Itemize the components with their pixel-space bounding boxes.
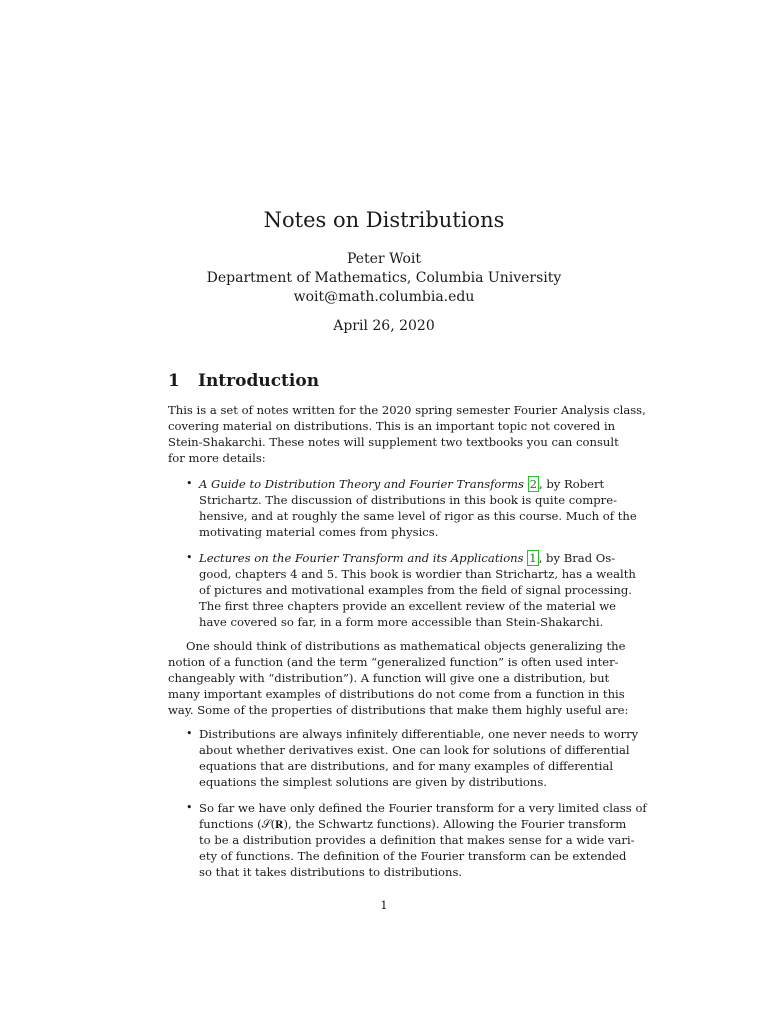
section-heading: [168, 369, 319, 393]
distributions-paragraph: [168, 638, 629, 718]
text-line: of pictures and motivational examples from the field of signal processing.: [199, 583, 632, 597]
text-line: to be a distribution provides a definition that makes sense for a wide vari-: [199, 833, 635, 847]
bullet-icon: •: [186, 727, 193, 740]
text-line: motivating material comes from physics.: [199, 525, 439, 539]
intro-paragraph: [168, 402, 646, 466]
section-number: 1: [168, 371, 180, 391]
section-body: [168, 402, 647, 880]
list-item: [168, 800, 647, 880]
author-affiliation: Department of Mathematics, Columbia University: [206, 270, 562, 286]
text-line: functions (𝒮(𝐑), the Schwartz functions). Allowing the Fourier transform: [199, 817, 627, 831]
paper-date: April 26, 2020: [333, 318, 435, 334]
text-line: Stein-Shakarchi. These notes will supplement two textbooks you can consult: [168, 435, 619, 449]
text-line: The first three chapters provide an excellent review of the material we: [199, 599, 616, 613]
text-line: Distributions are always infinitely differentiable, one never needs to worry: [199, 727, 639, 741]
text-line: changeably with “distribution”). A function will give one a distribution, but: [168, 671, 610, 685]
book-author-text: , by Robert: [538, 477, 605, 491]
text-line: ety of functions. The definition of the Fourier transform can be extended: [199, 849, 627, 863]
book-author-text: , by Brad Os-: [538, 551, 616, 565]
bullet-icon: •: [186, 551, 193, 564]
citation-link[interactable]: 2: [529, 477, 537, 491]
text-line: so that it takes distributions to distributions.: [199, 865, 463, 879]
bullet-icon: •: [186, 477, 193, 490]
text-line: for more details:: [168, 451, 266, 465]
text-line: notion of a function (and the term “generalized function” is often used inter-: [168, 655, 619, 669]
citation-link[interactable]: 1: [529, 551, 537, 565]
text-line: hensive, and at roughly the same level of rigor as this course. Much of the: [199, 509, 637, 523]
text-line: This is a set of notes written for the 2020 spring semester Fourier Analysis class,: [168, 403, 646, 417]
author-block: [0, 250, 768, 307]
text-line: One should think of distributions as mathematical objects generalizing the: [186, 639, 626, 653]
text-line: So far we have only defined the Fourier transform for a very limited class of: [199, 801, 647, 815]
bullet-icon: •: [186, 801, 193, 814]
text-line: covering material on distributions. This is an important topic not covered in: [168, 419, 616, 433]
text-line: equations that are distributions, and for many examples of differential: [199, 759, 614, 773]
properties-list: [168, 726, 647, 880]
text-line: equations the simplest solutions are given by distributions.: [199, 775, 547, 789]
list-item: [168, 476, 637, 540]
author-email: woit@math.columbia.edu: [293, 289, 475, 305]
text-line: [199, 476, 605, 492]
author-name: Peter Woit: [346, 251, 422, 267]
text-line: Strichartz. The discussion of distributions in this book is quite compre-: [199, 493, 617, 507]
book-list: [168, 476, 637, 630]
text-line: good, chapters 4 and 5. This book is wordier than Strichartz, has a wealth: [199, 567, 636, 581]
page-number: 1: [380, 898, 388, 912]
text-line: [199, 550, 616, 566]
book-title: A Guide to Distribution Theory and Fourier Transforms: [199, 477, 524, 491]
list-item: [168, 550, 636, 630]
section-title: Introduction: [198, 371, 320, 391]
book-title: Lectures on the Fourier Transform and its Applications: [199, 551, 524, 565]
paper-title: Notes on Distributions: [263, 208, 505, 232]
text-line: many important examples of distributions do not come from a function in this: [168, 687, 625, 701]
text-line: way. Some of the properties of distributions that make them highly useful are:: [168, 703, 629, 717]
text-line: about whether derivatives exist. One can look for solutions of differential: [199, 743, 630, 757]
text-line: have covered so far, in a form more accessible than Stein-Shakarchi.: [199, 615, 604, 629]
list-item: [168, 726, 639, 790]
